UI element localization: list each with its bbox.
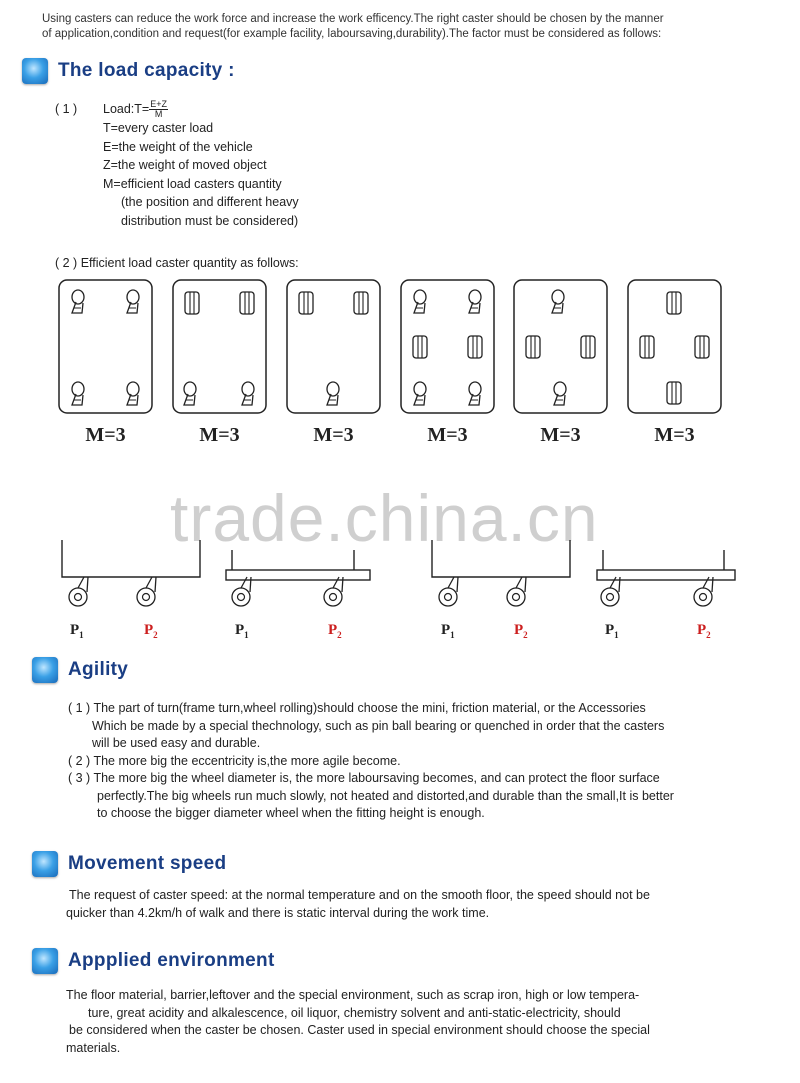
item-1-number: ( 1 )	[55, 102, 78, 116]
m-label-6: M=3	[654, 424, 695, 446]
formula-denominator: M	[154, 109, 163, 120]
environment-line: materials.	[66, 1040, 121, 1055]
wheel-icon	[439, 577, 458, 606]
diagram-6	[628, 280, 721, 413]
caster-layout-diagrams	[0, 276, 800, 422]
item-2-text: ( 2 ) Efficient load caster quantity as follows:	[55, 256, 299, 270]
movement-speed-text	[66, 887, 776, 922]
environment-line: ture, great acidity and alkalescence, oil liquor, chemistry solvent and anti-static-electricity, should	[88, 1005, 621, 1020]
intro-text	[42, 12, 772, 42]
p2-label	[144, 622, 158, 640]
p2-label	[697, 622, 711, 640]
wheel-icon	[601, 577, 620, 606]
load-capacity-heading	[22, 58, 235, 84]
cart-frame	[62, 540, 200, 577]
p2-letter: P	[514, 622, 524, 638]
p1-sub: 1	[614, 630, 619, 640]
applied-environment-title: Appplied environment	[68, 950, 275, 971]
blue-square-bullet-icon	[32, 851, 58, 877]
diagram-3	[287, 280, 380, 413]
cart-platform	[226, 570, 370, 580]
diagram-2	[173, 280, 266, 413]
p1-letter: P	[235, 622, 245, 638]
movement-line: The request of caster speed: at the normal temperature and on the smooth floor, the speed should not be	[69, 888, 650, 902]
note-line-2: distribution must be considered)	[121, 213, 299, 228]
definition-line: M=efficient load casters quantity	[103, 176, 282, 191]
load-capacity-title: The load capacity :	[58, 60, 235, 81]
load-distribution-diagrams	[0, 530, 800, 620]
agility-title: Agility	[68, 659, 129, 680]
wheel-icon	[232, 577, 251, 606]
p2-sub: 2	[706, 630, 711, 640]
p1-label	[235, 622, 249, 640]
blue-square-bullet-icon	[32, 657, 58, 683]
m-label-5: M=3	[540, 424, 581, 446]
agility-line: perfectly.The big wheels run much slowly, not heated and distorted,and durable than the small,It is better	[97, 788, 674, 803]
p1-sub: 1	[244, 630, 249, 640]
p1-label	[70, 622, 84, 640]
intro-line-1: Using casters can reduce the work force and increase the work efficency.The right caster should be chosen by the manner	[42, 13, 664, 25]
p1-label	[441, 622, 455, 640]
wheel-icon	[694, 577, 713, 606]
movement-speed-heading	[32, 851, 226, 877]
diagram-5	[514, 280, 607, 413]
diagram-4	[401, 280, 494, 413]
definition-line: Z=the weight of moved object	[103, 158, 267, 172]
p1-sub: 1	[450, 630, 455, 640]
p2-sub: 2	[337, 630, 342, 640]
p1-sub: 1	[79, 630, 84, 640]
p2-label	[514, 622, 528, 640]
wheel-icon	[137, 577, 156, 606]
agility-line: ( 3 ) The more big the wheel diameter is, the more laboursaving becomes, and can protect the floor surface	[68, 771, 660, 785]
formula-prefix: Load:T=	[103, 102, 150, 116]
note-line-1: (the position and different heavy	[121, 195, 299, 209]
m-label-2: M=3	[199, 424, 240, 446]
p2-letter: P	[144, 622, 154, 638]
m-label-1: M=3	[85, 424, 126, 446]
p1-label	[605, 622, 619, 640]
agility-line: to choose the bigger diameter wheel when the fitting height is enough.	[97, 806, 485, 820]
formula-fraction	[149, 100, 168, 119]
agility-line: ( 1 ) The part of turn(frame turn,wheel rolling)should choose the mini, friction material, or the Accessories	[68, 701, 646, 715]
formula-numerator: E+Z	[150, 99, 167, 110]
watermark: trade.china.cn	[170, 481, 599, 555]
diagram-1	[59, 280, 152, 413]
load-formula	[103, 100, 168, 119]
p2-letter: P	[328, 622, 338, 638]
p1-letter: P	[441, 622, 451, 638]
definition-line: E=the weight of the vehicle	[103, 139, 253, 154]
environment-line: The floor material, barrier,leftover and the special environment, such as scrap iron, high or low tempera-	[66, 988, 640, 1002]
agility-heading	[32, 657, 128, 683]
movement-speed-title: Movement speed	[68, 853, 227, 874]
wheel-icon	[324, 577, 343, 606]
p2-letter: P	[697, 622, 707, 638]
m-label-3: M=3	[313, 424, 354, 446]
blue-square-bullet-icon	[32, 948, 58, 974]
blue-square-bullet-icon	[22, 58, 48, 84]
intro-line-2: of application,condition and request(for example facility, laboursaving,durability).The factor must be considered as follows:	[42, 28, 662, 40]
p2-sub: 2	[523, 630, 528, 640]
definition-line: T=every caster load	[103, 121, 214, 135]
wheel-icon	[69, 577, 88, 606]
agility-line: ( 2 ) The more big the eccentricity is,the more agile become.	[68, 753, 401, 768]
m-label-4: M=3	[427, 424, 468, 446]
applied-environment-text	[66, 987, 776, 1057]
movement-line: quicker than 4.2km/h of walk and there is static interval during the work time.	[66, 905, 490, 920]
formula-definitions	[103, 119, 299, 230]
p1-letter: P	[605, 622, 615, 638]
p2-sub: 2	[153, 630, 158, 640]
agility-line: will be used easy and durable.	[92, 736, 261, 750]
agility-text	[68, 700, 768, 823]
cart-platform	[597, 570, 735, 580]
p1-letter: P	[70, 622, 80, 638]
cart-frame	[432, 540, 570, 577]
agility-line: Which be made by a special thechnology, such as pin ball bearing or quenched in order that the casters	[92, 718, 665, 733]
wheel-icon	[507, 577, 526, 606]
p2-label	[328, 622, 342, 640]
environment-line: be considered when the caster be chosen. Caster used in special environment should choose the special	[69, 1023, 650, 1037]
applied-environment-heading	[32, 948, 275, 974]
